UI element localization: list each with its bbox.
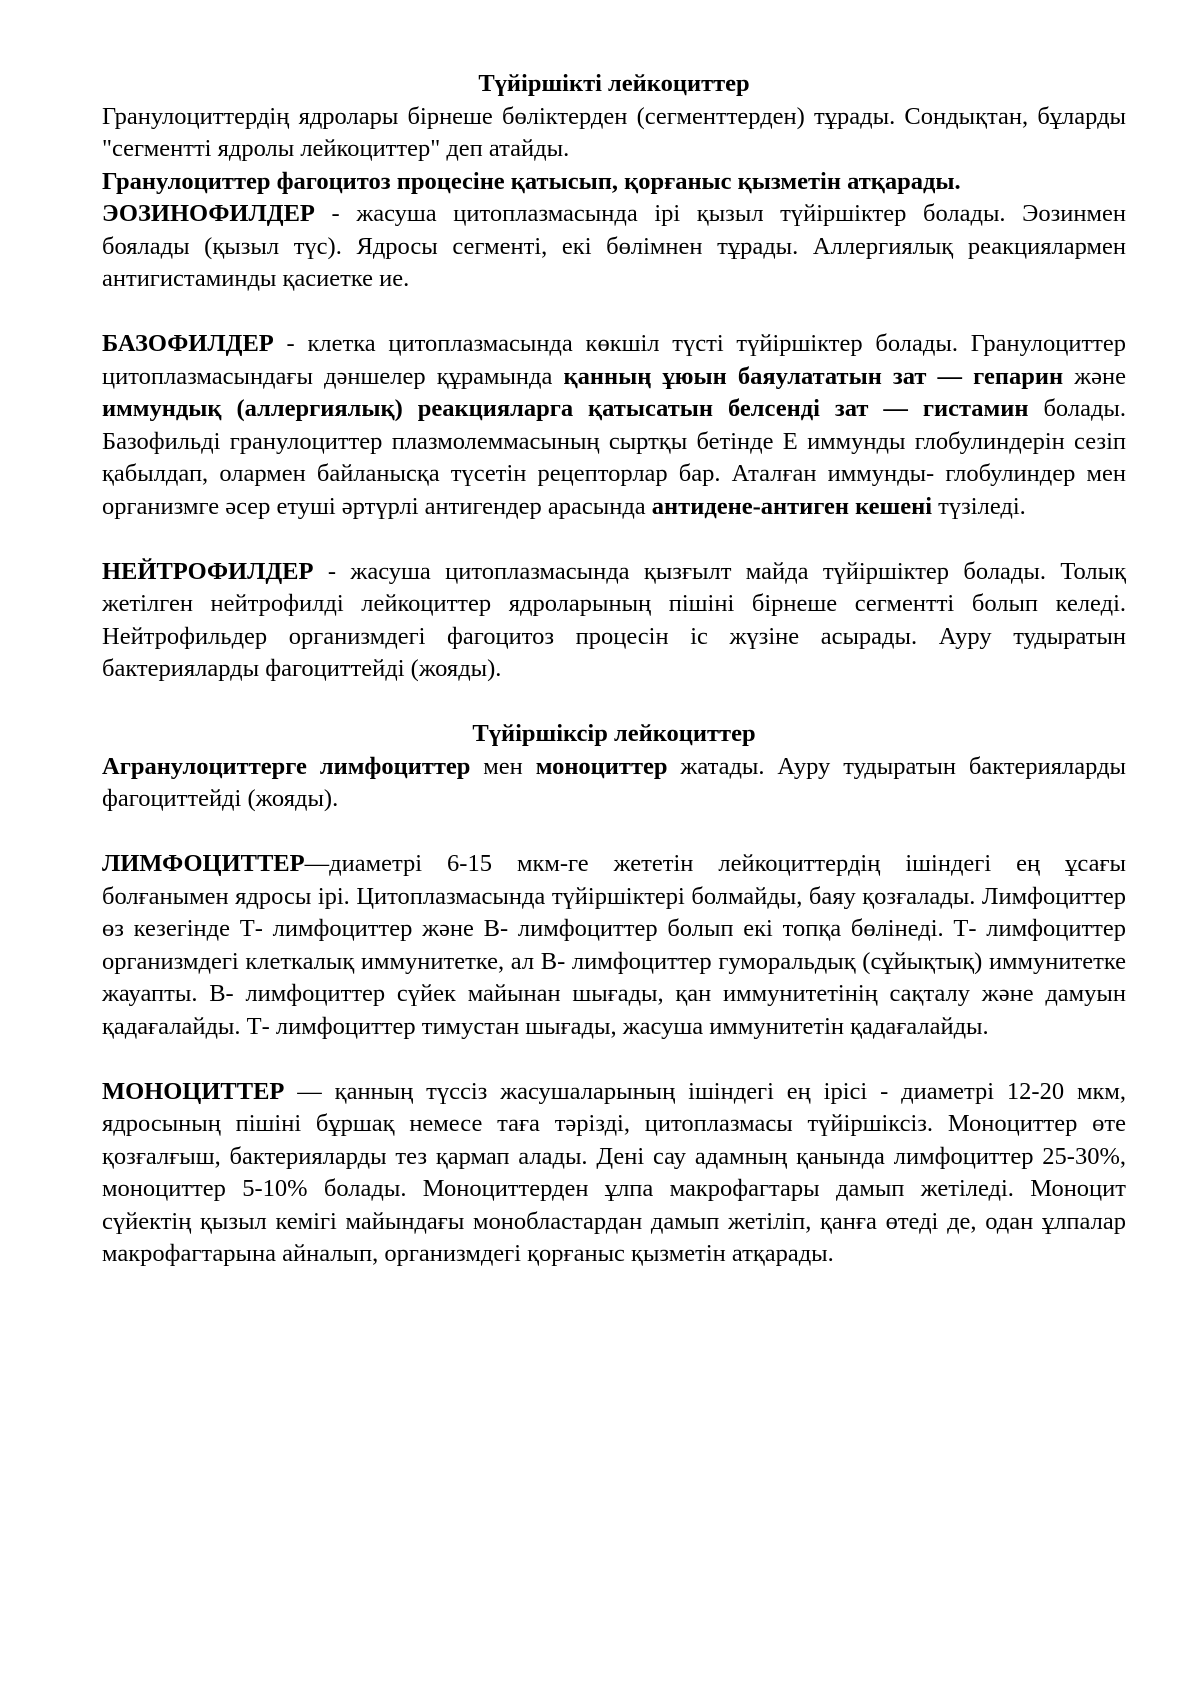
basophils-text-2: және (1063, 362, 1126, 390)
neutrophils-text: - жасуша цитоплазмасында қызғылт майда түйіршіктер болады. Толық жетілген нейтрофилді лейкоциттер ядроларының пішіні бірнеше сегментті болып келеді. Нейтрофильдер организмдегі фагоцитоз процесін іс жүзіне асырады. Ауру тудыратын бактерияларды фагоциттейді (жояды). (102, 557, 1126, 682)
basophils-term: БАЗОФИЛДЕР (102, 330, 274, 357)
basophils-text-3: болады. Базофильді гранулоциттер плазмолеммасының сыртқы бетінде Е иммунды глобулиндерін сезіп қабылдап, олармен байланысқа түсетін рецепторлар бар. Аталған иммунды- глобулиндер мен организмге әсер етуші әртүрлі антигендер арасында (102, 395, 1126, 520)
paragraph-spacer (102, 296, 1126, 329)
lymphocytes-term: ЛИМФОЦИТТЕР (102, 850, 305, 877)
lymphocytes-paragraph (102, 848, 1126, 1043)
paragraph-spacer (102, 686, 1126, 719)
monocytes-term: МОНОЦИТТЕР (102, 1077, 285, 1105)
agranulocytes-text-1: мен (470, 752, 536, 780)
basophils-bold-3: антидене-антиген кешені (651, 492, 933, 520)
granulocytes-bold-statement (102, 166, 1126, 199)
agranulocytes-bold-2: моноциттер (535, 752, 668, 780)
neutrophils-paragraph (102, 556, 1126, 686)
monocytes-text: — қанның түссіз жасушаларының ішіндегі ең ірісі - диаметрі 12-20 мкм, ядросының пішіні бұршақ немесе таға тәрізді, цитоплазмасы түйіршіксіз. Моноциттер өте қозғалғыш, бактерияларды тез қармап алады. Дені сау адамның қанында лимфоциттер 25-30%, моноциттер 5-10% болады. Моноциттерден ұлпа макрофагтары дамып жетіледі. Моноцит сүйектің қызыл кемігі майындағы монобластардан дамып жетіліп, қанға өтеді де, одан ұлпалар макрофагтарына айналып, организмдегі қорғаныс қызметін атқарады. (102, 1077, 1126, 1267)
granulocytes-statement-text: Гранулоциттер фагоцитоз процесіне қатысып, қорғаныс қызметін атқарады. (102, 167, 961, 195)
heading-granular-leukocytes: Түйіршікті лейкоциттер (478, 70, 750, 97)
eosinophils-paragraph (102, 198, 1126, 296)
document-page (102, 68, 1126, 1271)
neutrophils-term: НЕЙТРОФИЛДЕР (102, 557, 314, 585)
agranulocytes-paragraph (102, 751, 1126, 816)
eosinophils-text: - жасуша цитоплазмасында ірі қызыл түйіршіктер болады. Эозинмен боялады (қызыл түс). Ядросы сегменті, екі бөлімнен тұрады. Аллергиялық реакциялармен антигистаминды қасиетке ие. (102, 200, 1126, 292)
agranulocytes-text-2: жатады. Ауру тудыратын бактерияларды фагоциттейді (жояды). (102, 752, 1126, 812)
paragraph-spacer (102, 523, 1126, 556)
paragraph-spacer (102, 1043, 1126, 1076)
granulocytes-intro: Гранулоциттердің ядролары бірнеше бөліктерден (сегменттерден) тұрады. Сондықтан, бұларды "сегментті ядролы лейкоциттер" деп атайды. (102, 102, 1126, 162)
basophils-bold-2: иммундық (аллергиялық) реакцияларга қатысатын белсенді зат — гистамин (102, 395, 1029, 422)
eosinophils-term: ЭОЗИНОФИЛДЕР (102, 200, 315, 227)
heading-agranular-leukocytes: Түйіршіксір лейкоциттер (472, 720, 756, 747)
basophils-paragraph (102, 328, 1126, 523)
basophils-text-4: түзіледі. (932, 492, 1026, 520)
lymphocytes-text: —диаметрі 6-15 мкм-ге жететін лейкоциттердің ішіндегі ең ұсағы болғанымен ядросы ірі. Цитоплазмасында түйіршіктері болмайды, баяу қозғалады. Лимфоциттер өз кезегінде Т- лимфоциттер және В- лимфоциттер болып екі топқа бөлінеді. Т- лимфоциттер организмдегі клеткалық иммунитетке, ал В- лимфоциттер гуморальдық (сұйықтық) иммунитетке жауапты. В- лимфоциттер сүйек майынан шығады, қан иммунитетінің сақталу және дамуын қадағалайды. Т- лимфоциттер тимустан шығады, жасуша иммунитетін қадағалайды. (102, 850, 1126, 1040)
paragraph-spacer (102, 816, 1126, 849)
agranulocytes-bold-1: Агранулоциттерге лимфоциттер (102, 752, 471, 780)
basophils-bold-1: қанның ұюын баяулататын зат — гепарин (563, 362, 1064, 390)
basophils-text-1: - клетка цитоплазмасында көкшіл түсті түйіршіктер болады. Гранулоциттер цитоплазмасындағы дәншелер құрамында (102, 330, 1126, 390)
monocytes-paragraph (102, 1076, 1126, 1271)
